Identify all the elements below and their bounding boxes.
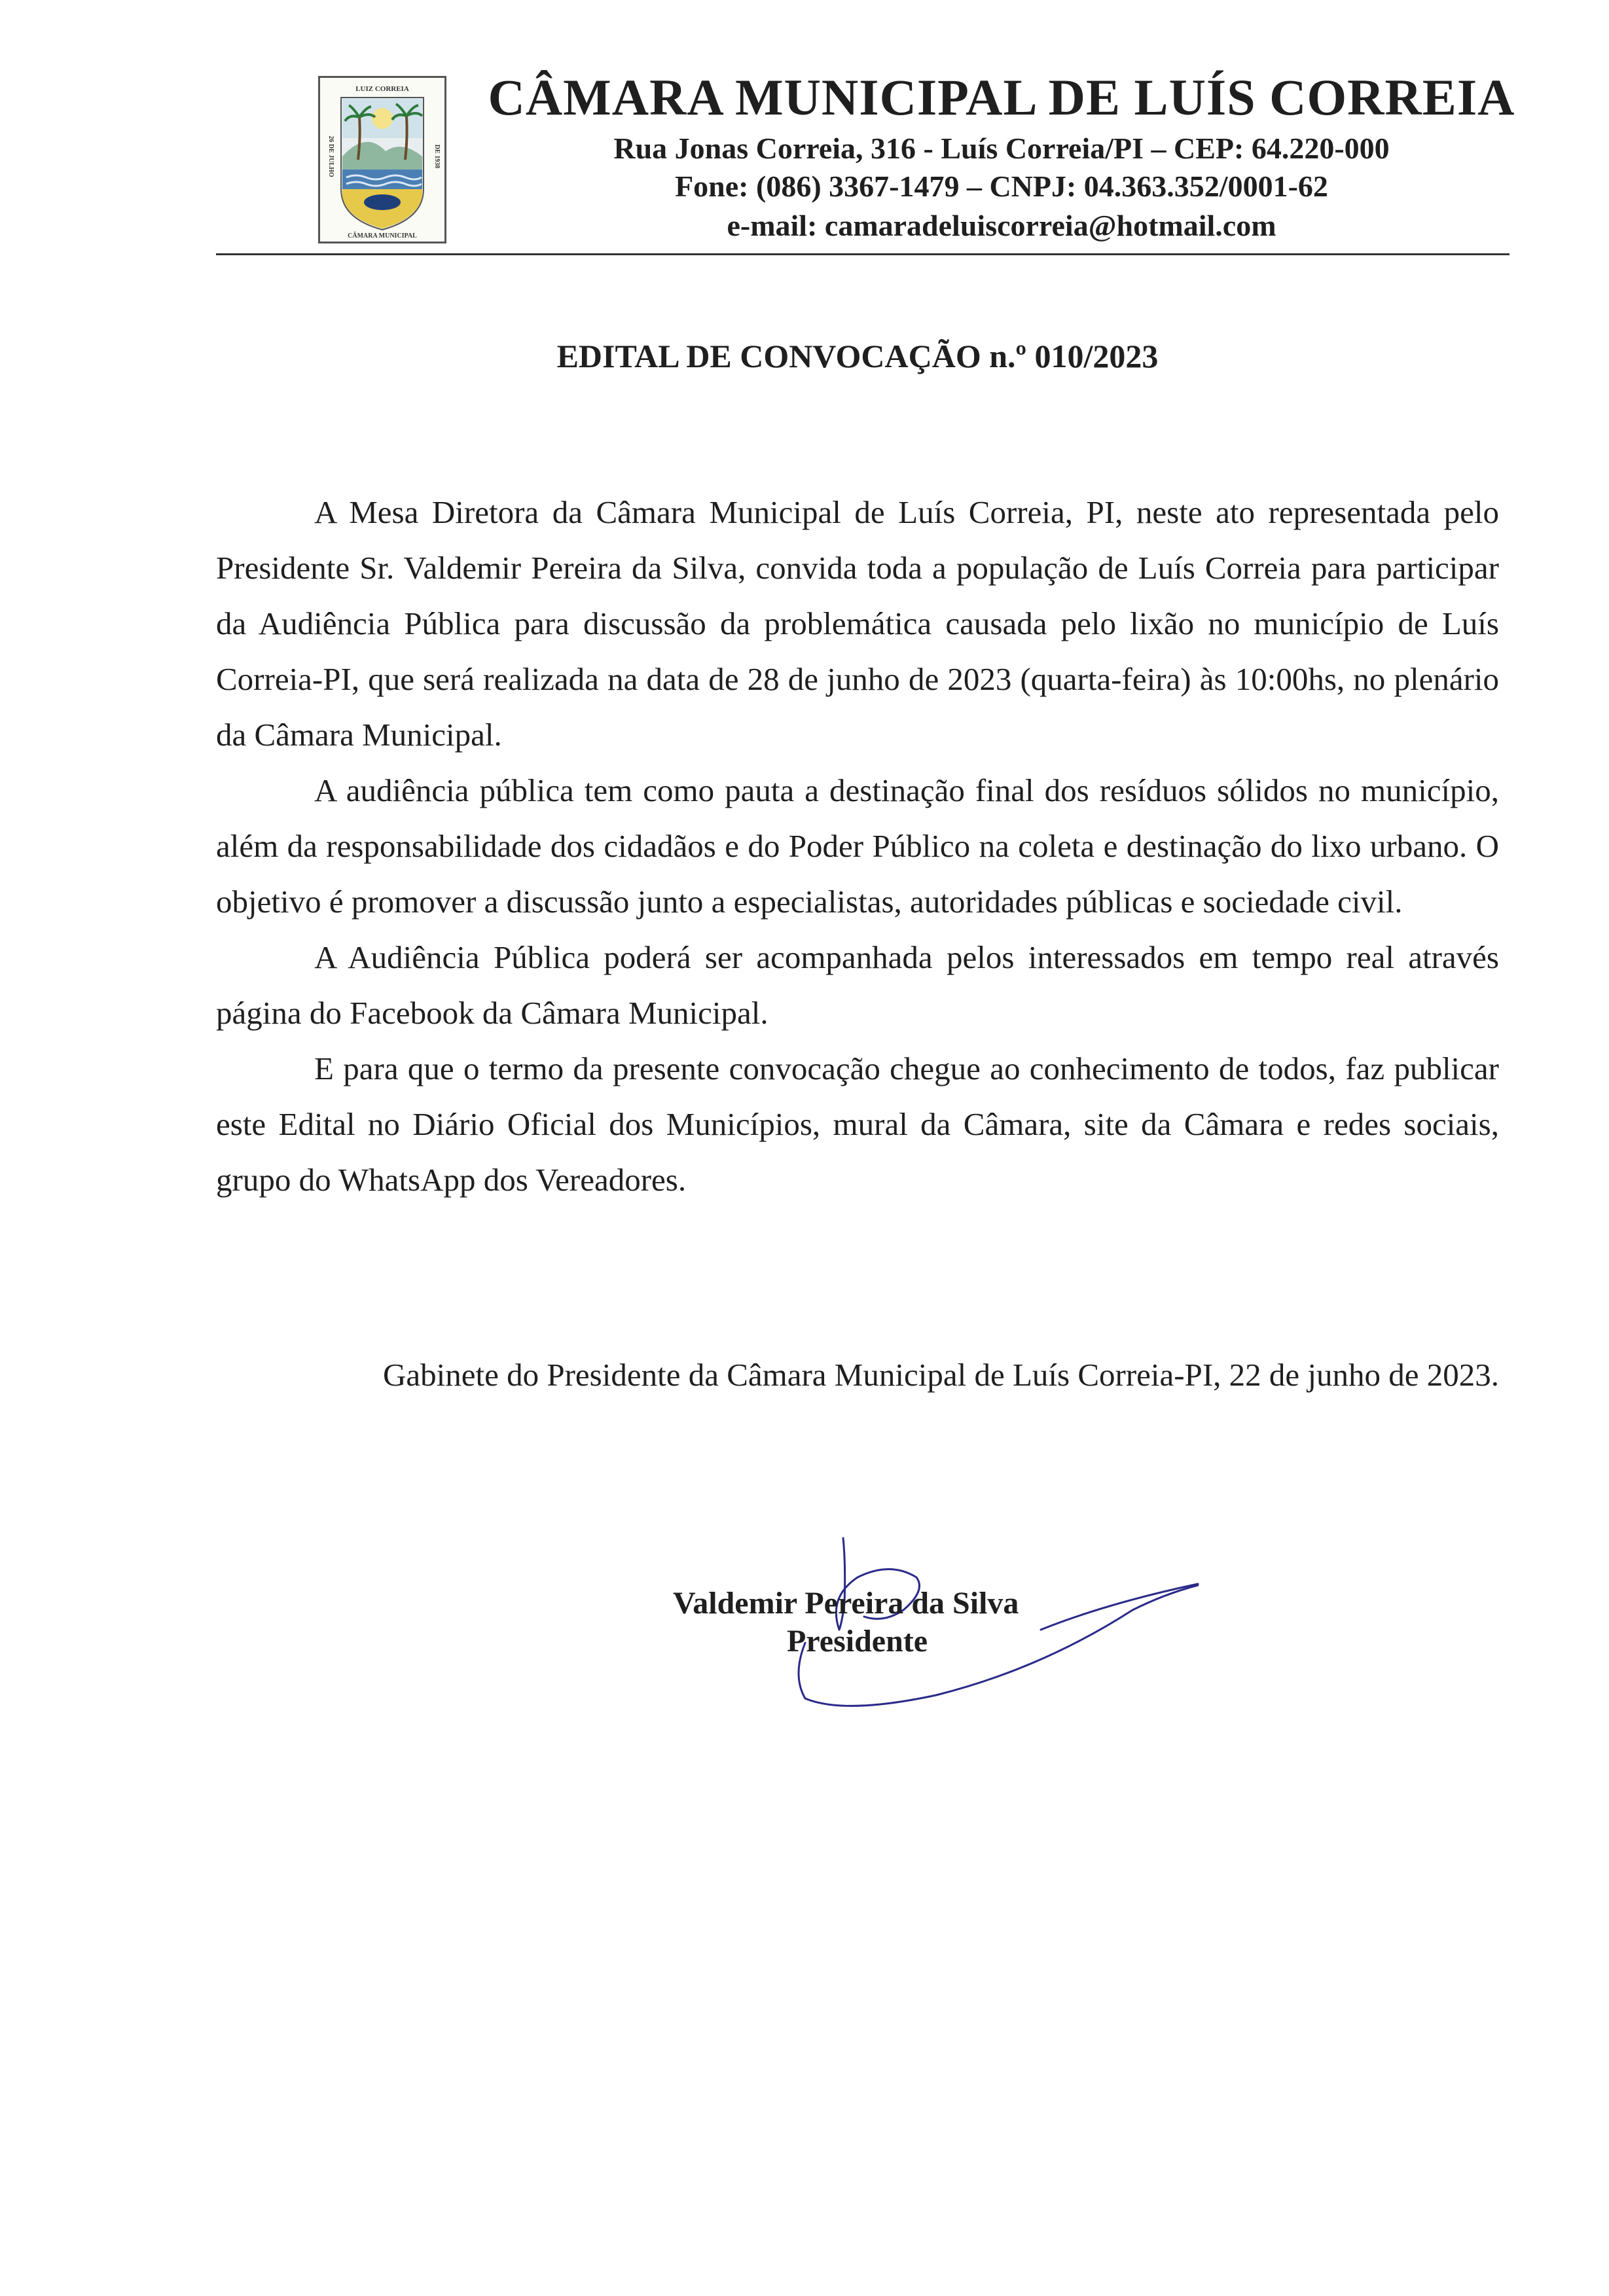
signer-name: Valdemir Pereira da Silva	[673, 1586, 1019, 1621]
logo-top-label: LUIZ CORREIA	[355, 85, 409, 93]
organization-phone: Fone: (086) 3367-1479 – CNPJ: 04.363.352/0001-62	[675, 170, 1328, 203]
signer-role: Presidente	[787, 1624, 928, 1659]
logo-bottom-label: CÂMARA MUNICIPAL	[348, 232, 417, 240]
organization-email: e-mail: camaradeluiscorreia@hotmail.com	[727, 209, 1276, 242]
signature-block	[668, 1525, 1257, 1734]
document-title: EDITAL DE CONVOCAÇÃO n.º 010/2023	[556, 338, 1159, 374]
letterhead	[0, 0, 1609, 275]
logo-left-label: 26 DE JULHO	[327, 135, 334, 177]
organization-title: CÂMARA MUNICIPAL DE LUÍS CORREIA	[488, 69, 1515, 126]
document-body	[216, 484, 1499, 1208]
paragraph-3: A Audiência Pública poderá ser acompanhada pelos interessados em tempo real através página do Facebook da Câmara Municipal.	[216, 939, 1499, 1031]
paragraph-2: A audiência pública tem como pauta a destinação final dos resíduos sólidos no município, além da responsabilidade dos cidadãos e do Poder Público na coleta e destinação do lixo urbano. O objetivo é promover a discussão junto a especialistas, autoridades públicas e sociedade civil.	[216, 772, 1499, 920]
header-divider	[216, 253, 1510, 255]
paragraph-1: A Mesa Diretora da Câmara Municipal de Luís Correia, PI, neste ato representada pelo Presidente Sr. Valdemir Pereira da Silva, convida toda a população de Luís Correia para participar da Audiência Pública para discussão da problemática causada pelo lixão no município de Luís Correia-PI, que será realizada na data de 28 de junho de 2023 (quarta-feira) às 10:00hs, no plenário da Câmara Municipal.	[216, 494, 1499, 753]
signature-strokes	[799, 1538, 1198, 1706]
closing-line: Gabinete do Presidente da Câmara Municipal de Luís Correia-PI, 22 de junho de 2023.	[382, 1357, 1499, 1393]
organization-address: Rua Jonas Correia, 316 - Luís Correia/PI – CEP: 64.220-000	[613, 132, 1390, 165]
paragraph-4: E para que o termo da presente convocação chegue ao conhecimento de todos, faz publicar este Edital no Diário Oficial dos Municípios, mural da Câmara, site da Câmara e redes sociais, grupo do WhatsApp dos Vereadores.	[216, 1050, 1499, 1198]
logo-right-label: DE 1938	[433, 144, 441, 169]
coat-of-arms-icon	[318, 76, 446, 243]
